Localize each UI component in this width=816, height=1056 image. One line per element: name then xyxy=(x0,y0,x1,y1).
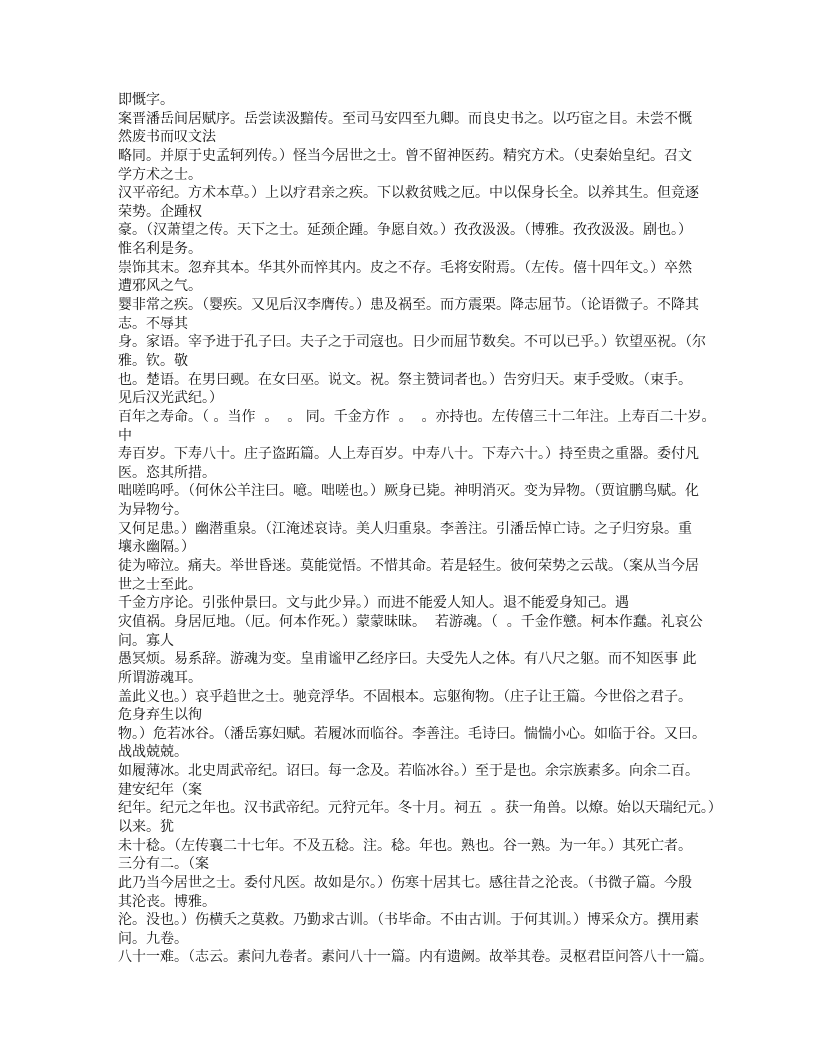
text-line: 危身弃生以徇 xyxy=(118,707,202,724)
text-line: 三分有二。（案 xyxy=(118,856,209,873)
text-line: 医。恣其所措。 xyxy=(118,464,216,481)
text-line: 物。）危若冰谷。（潘岳寡妇赋。若履冰而临谷。李善注。毛诗曰。惴惴小心。如临于谷。又曰。 xyxy=(118,725,706,742)
text-line: 以来。犹 xyxy=(118,818,174,835)
document-page xyxy=(118,91,722,967)
text-line: 案晋潘岳间居赋序。岳尝读汲黯传。至司马安四至九卿。而良史书之。以巧宦之目。未尝不慨 xyxy=(118,110,692,127)
text-line: 豪。（汉萧望之传。天下之士。延颈企踵。争愿自效。）孜孜汲汲。（博雅。孜孜汲汲。剧也。） xyxy=(118,222,692,239)
text-line: 中 xyxy=(118,427,132,444)
text-line: 八十一难。（志云。素问九卷者。素问八十一篇。内有遗阙。故举其卷。灵枢君臣问答八十一篇。 xyxy=(118,949,713,966)
text-line: 寿百岁。下寿八十。庄子盗跖篇。人上寿百岁。中寿八十。下寿六十。）持至贵之重器。委付凡 xyxy=(118,446,699,463)
text-line: 问。九卷。 xyxy=(118,930,188,947)
text-line: 志。不辱其 xyxy=(118,315,188,332)
text-line: 也。楚语。在男曰觋。在女曰巫。说文。祝。祭主赞词者也。）告穷归天。束手受败。（束手。 xyxy=(118,371,692,388)
text-line: 咄嗟呜呼。（何休公羊注曰。噫。咄嗟也。）厥身已毙。神明消灭。变为异物。（贾谊鹏鸟赋。化 xyxy=(118,483,699,500)
text-line: 荣势。企踵权 xyxy=(118,203,202,220)
text-line: 汉平帝纪。方术本草。）上以疗君亲之疾。下以救贫贱之厄。中以保身长全。以养其生。但竞逐 xyxy=(118,185,699,202)
text-line: 婴非常之疾。（婴疾。又见后汉李膺传。）患及祸至。而方震栗。降志屈节。（论语微子。不降其 xyxy=(118,297,699,314)
text-line: 愚冥烦。易系辞。游魂为变。皇甫谧甲乙经序曰。夫受先人之体。有八尺之躯。而不知医事 此 xyxy=(118,651,697,668)
text-line: 如履薄冰。北史周武帝纪。诏曰。每一念及。若临冰谷。）至于是也。余宗族素多。向余二百。 xyxy=(118,763,699,780)
text-line: 雅。钦。敬 xyxy=(118,352,188,369)
text-line: 然废书而叹文法 xyxy=(118,129,216,146)
text-line: 百年之寿命。（ 。当作 。 。 同。千金方作 。 。亦持也。左传僖三十二年注。上寿百二十岁。 xyxy=(118,408,716,425)
text-line: 又何足患。）幽潜重泉。（江淹述哀诗。美人归重泉。李善注。引潘岳悼亡诗。之子归穷泉。重 xyxy=(118,520,692,537)
text-line: 徒为啼泣。痛夫。举世昏迷。莫能觉悟。不惜其命。若是轻生。彼何荣势之云哉。（案从当今居 xyxy=(118,558,699,575)
text-line: 为异物兮。 xyxy=(118,502,188,519)
text-line: 崇饰其末。忽弃其本。华其外而悴其内。皮之不存。毛将安附焉。（左传。僖十四年文。）卒然 xyxy=(118,259,692,276)
text-line: 盖此义也。）哀乎趋世之士。驰竞浮华。不固根本。忘躯徇物。（庄子让王篇。今世俗之君子。 xyxy=(118,688,692,705)
text-line: 身。家语。宰予进于孔子曰。夫子之于司寇也。日少而屈节数矣。不可以已乎。）钦望巫祝。（尔 xyxy=(118,334,706,351)
text-line: 即慨字。 xyxy=(118,92,174,108)
text-line: 沦。没也。）伤横夭之莫救。乃勤求古训。（书毕命。不由古训。于何其训。）博采众方。撰用素 xyxy=(118,912,699,929)
text-line: 纪年。纪元之年也。汉书武帝纪。元狩元年。冬十月。祠五 。获一角兽。以燎。始以天瑞纪元。） xyxy=(118,800,722,817)
text-line: 灾值祸。身居厄地。（厄。何本作死。）蒙蒙昧昧。 若游魂。（ 。千金作戆。柯本作蠢。礼哀公 xyxy=(118,613,703,630)
text-line: 未十稔。（左传襄二十七年。不及五稔。注。稔。年也。熟也。谷一熟。为一年。）其死亡者。 xyxy=(118,837,692,854)
text-line: 惟名利是务。 xyxy=(118,241,202,258)
text-line: 千金方序论。引张仲景曰。文与此少异。）而进不能爱人知人。退不能爱身知己。遇 xyxy=(118,595,629,612)
text-line: 学方术之士。 xyxy=(118,166,202,183)
text-line: 问。寡人 xyxy=(118,632,174,649)
text-line: 建安纪年（案 xyxy=(118,781,202,798)
text-line: 略同。并原于史孟轲列传。）怪当今居世之士。曾不留神医药。精究方术。（史秦始皇纪。召文 xyxy=(118,147,692,164)
text-line: 战战兢兢。 xyxy=(118,744,188,761)
text-line: 遭邪风之气。 xyxy=(118,278,202,295)
text-line: 壤永幽隔。） xyxy=(118,539,195,556)
text-line: 其沦丧。博雅。 xyxy=(118,893,216,910)
text-line: 世之士至此。 xyxy=(118,576,202,593)
text-line: 所谓游魂耳。 xyxy=(118,669,202,686)
text-line: 此乃当今居世之士。委付凡医。故如是尔。）伤寒十居其七。感往昔之沦丧。（书微子篇。今殷 xyxy=(118,874,692,891)
text-line: 见后汉光武纪。） xyxy=(118,390,223,407)
